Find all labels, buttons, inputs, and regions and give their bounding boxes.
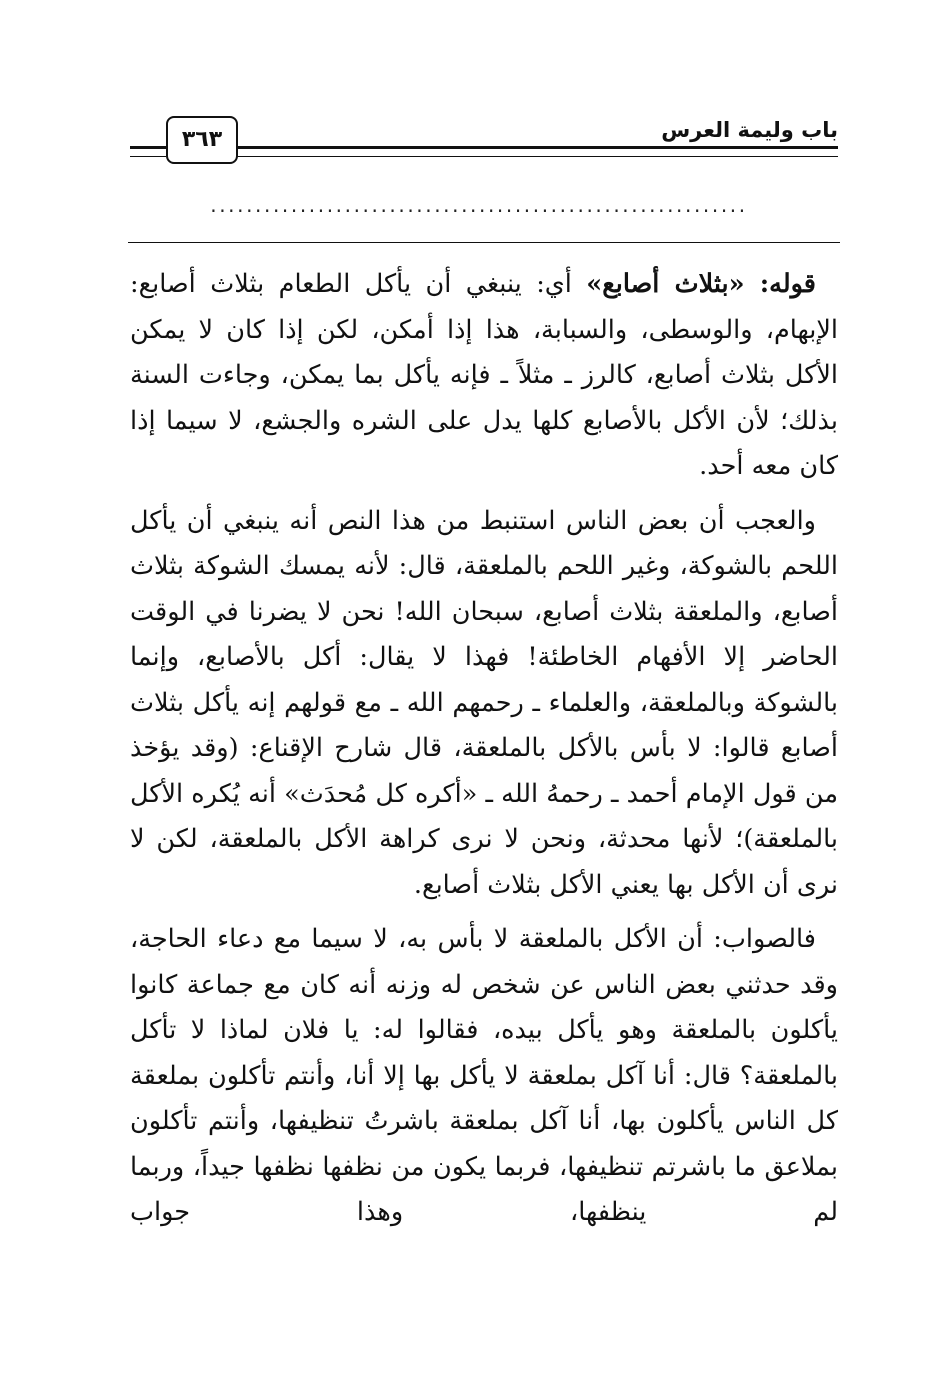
page-header (130, 112, 838, 172)
dotted-separator: ............................................................ (210, 195, 748, 215)
paragraph-2 (130, 499, 838, 909)
body-text (130, 262, 838, 1236)
running-title: باب وليمة العرس (661, 118, 838, 142)
header-rule-left (130, 146, 166, 157)
paragraph-1 (130, 262, 838, 490)
header-rule-right (234, 146, 838, 157)
section-divider (128, 242, 840, 243)
page-number: ٣٦٣ (181, 127, 223, 152)
paragraph-3 (130, 917, 838, 1236)
paragraph-text: أي: ينبغي أن يأكل الطعام بثلاث أصابع: الإبهام، والوسطى، والسبابة، هذا إذا أمكن، لكن إذا كان لا يمكن الأكل بثلاث أصابع، كالرز ـ مثلاً ـ فإنه يأكل بما يمكن، وجاءت السنة بذلك؛ لأن الأكل بالأصابع كلها يدل على الشره والجشع، لا سيما إذا كان معه أحد. (130, 269, 838, 481)
page-number-box (166, 116, 238, 164)
paragraph-text: فالصواب: أن الأكل بالملعقة لا بأس به، لا سيما مع دعاء الحاجة، وقد حدثني بعض الناس عن شخص له وزنه أنه كان مع جماعة كانوا يأكلون بالملعقة وهو يأكل بيده، فقالوا له: يا فلان لماذا لا تأكل بالملعقة؟ قال: أنا آكل بملعقة لا يأكل بها إلا أنا، وأنتم تأكلون بملعقة كل الناس يأكلون بها، أنا آكل بملعقة باشرتُ تنظيفها، وأنتم تأكلون بملاعق ما باشرتم تنظيفها، فربما يكون من نظفها نظفها جيداً، وربما لم ينظفها، وهذا جواب (130, 924, 838, 1227)
paragraph-text: والعجب أن بعض الناس استنبط من هذا النص أنه ينبغي أن يأكل اللحم بالشوكة، وغير اللحم بالملعقة، قال: لأنه يمسك الشوكة بثلاث أصابع، والملعقة بثلاث أصابع، سبحان الله! نحن لا يضرنا في الوقت الحاضر إلا الأفهام الخاطئة! فهذا لا يقال: أكل بالأصابع، وإنما بالشوكة وبالملعقة، والعلماء ـ رحمهم الله ـ مع قولهم إنه يأكل بثلاث أصابع قالوا: لا بأس بالأكل بالملعقة، قال شارح الإقناع: (وقد يؤخذ من قول الإمام أحمد ـ رحمهُ الله ـ «أكره كل مُحدَث» أنه يُكره الأكل بالملعقة)؛ لأنها محدثة، ونحن لا نرى كراهة الأكل بالملعقة، لكن لا نرى أن الأكل بها يعني الأكل بثلاث أصابع. (130, 505, 838, 900)
paragraph-lead: قوله: «بثلاث أصابع» (586, 269, 816, 299)
